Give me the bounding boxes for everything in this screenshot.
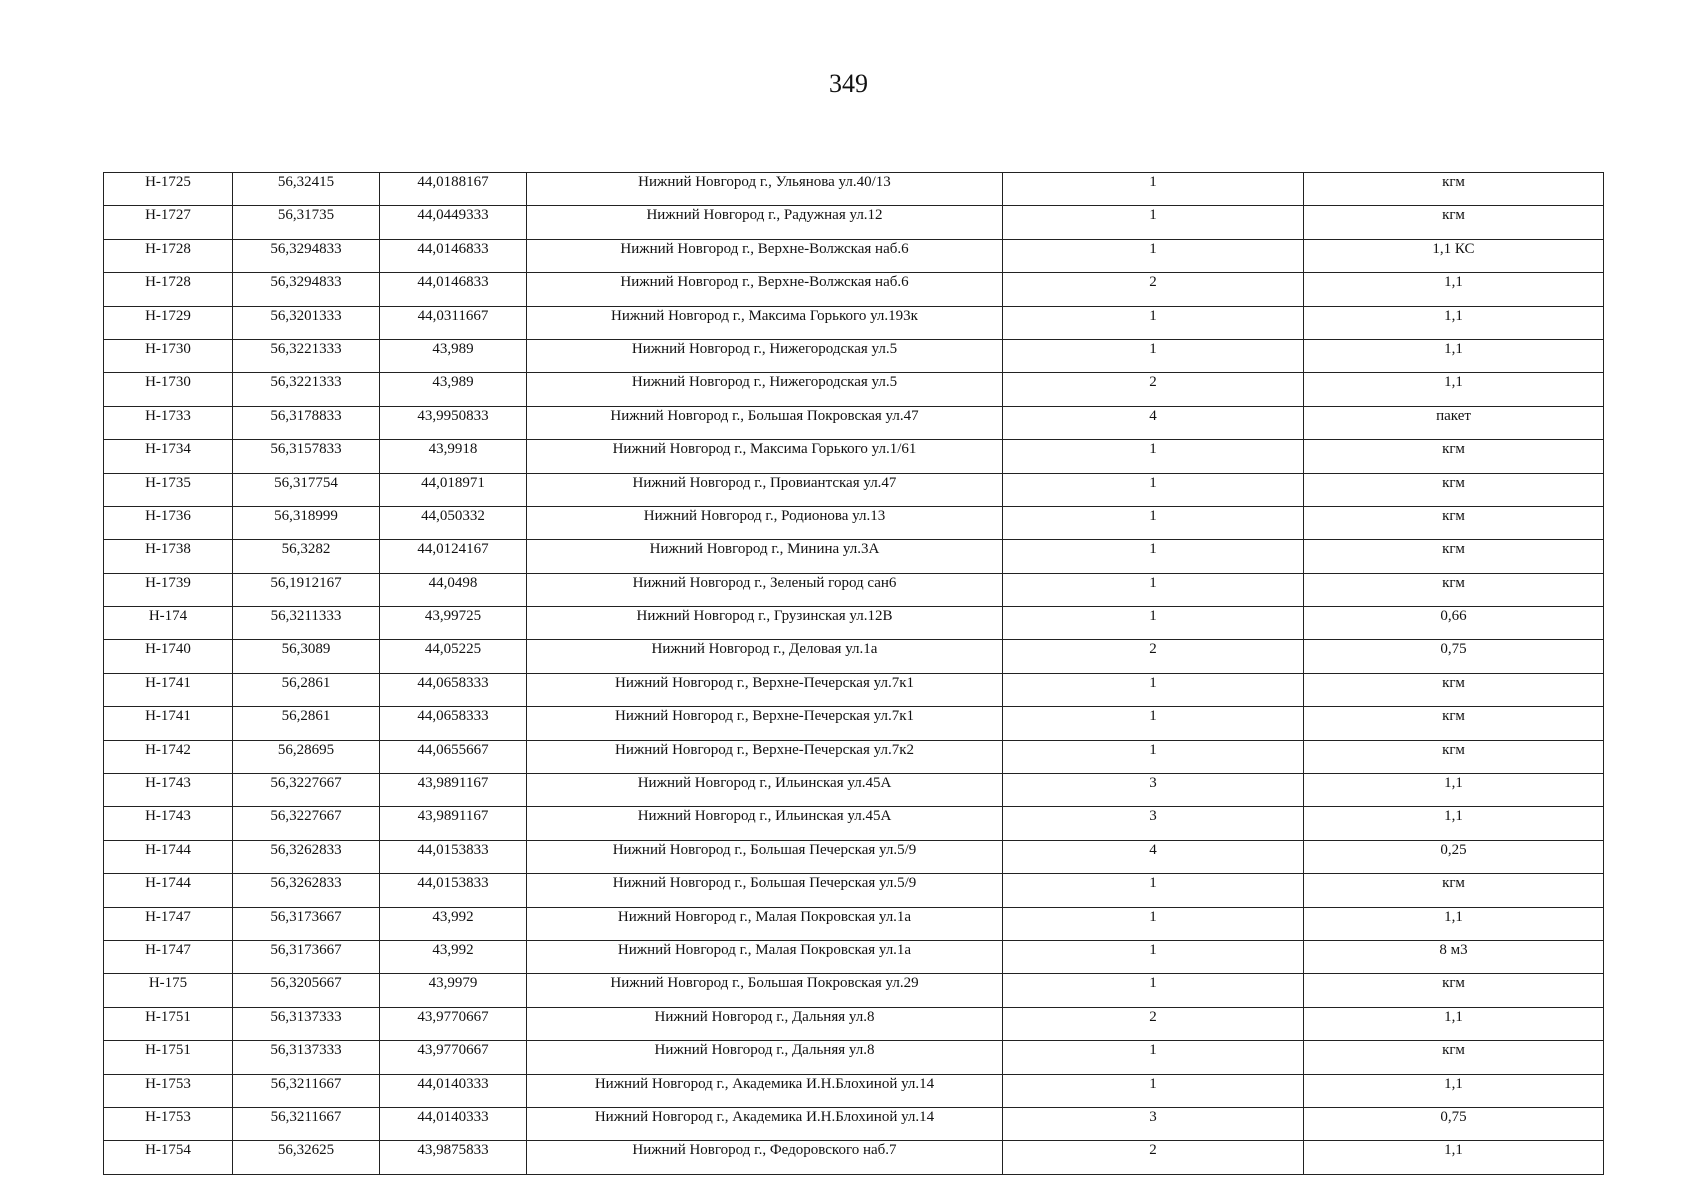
table-row <box>104 273 1604 306</box>
cell-id: Н-1728 <box>104 273 233 306</box>
cell-count: 2 <box>1003 1007 1304 1040</box>
cell-latitude: 56,3089 <box>233 640 380 673</box>
cell-longitude: 43,992 <box>380 907 527 940</box>
cell-container-type: 0,75 <box>1304 640 1604 673</box>
cell-id: Н-1725 <box>104 173 233 206</box>
cell-longitude: 44,0311667 <box>380 306 527 339</box>
cell-address: Нижний Новгород г., Зеленый город сан6 <box>527 573 1003 606</box>
table-row <box>104 540 1604 573</box>
cell-count: 1 <box>1003 1041 1304 1074</box>
cell-container-type: 1,1 <box>1304 774 1604 807</box>
cell-container-type: 1,1 <box>1304 807 1604 840</box>
cell-latitude: 56,3137333 <box>233 1007 380 1040</box>
table-row <box>104 339 1604 372</box>
cell-longitude: 44,0153833 <box>380 874 527 907</box>
cell-address: Нижний Новгород г., Максима Горького ул.193к <box>527 306 1003 339</box>
cell-address: Нижний Новгород г., Большая Покровская ул.29 <box>527 974 1003 1007</box>
cell-latitude: 56,3173667 <box>233 940 380 973</box>
cell-address: Нижний Новгород г., Верхне-Печерская ул.7к2 <box>527 740 1003 773</box>
cell-address: Нижний Новгород г., Деловая ул.1а <box>527 640 1003 673</box>
table-row <box>104 506 1604 539</box>
cell-address: Нижний Новгород г., Малая Покровская ул.1а <box>527 907 1003 940</box>
cell-latitude: 56,317754 <box>233 473 380 506</box>
cell-id: Н-1734 <box>104 440 233 473</box>
table-row <box>104 1007 1604 1040</box>
table-row <box>104 907 1604 940</box>
cell-container-type: кгм <box>1304 173 1604 206</box>
table-row <box>104 373 1604 406</box>
cell-id: Н-1753 <box>104 1107 233 1140</box>
cell-container-type: кгм <box>1304 206 1604 239</box>
cell-latitude: 56,3137333 <box>233 1041 380 1074</box>
cell-count: 4 <box>1003 406 1304 439</box>
table-row <box>104 740 1604 773</box>
cell-container-type: кгм <box>1304 673 1604 706</box>
cell-latitude: 56,3294833 <box>233 239 380 272</box>
table-row <box>104 774 1604 807</box>
cell-count: 1 <box>1003 473 1304 506</box>
cell-latitude: 56,3221333 <box>233 373 380 406</box>
cell-longitude: 43,9918 <box>380 440 527 473</box>
cell-count: 2 <box>1003 640 1304 673</box>
cell-longitude: 44,0140333 <box>380 1074 527 1107</box>
cell-id: Н-1730 <box>104 339 233 372</box>
cell-id: Н-1741 <box>104 673 233 706</box>
cell-id: Н-174 <box>104 607 233 640</box>
cell-count: 3 <box>1003 1107 1304 1140</box>
cell-id: Н-1736 <box>104 506 233 539</box>
cell-count: 1 <box>1003 173 1304 206</box>
cell-latitude: 56,3211667 <box>233 1074 380 1107</box>
cell-address: Нижний Новгород г., Большая Печерская ул.5/9 <box>527 840 1003 873</box>
table-row <box>104 1041 1604 1074</box>
cell-container-type: 1,1 КС <box>1304 239 1604 272</box>
cell-latitude: 56,3282 <box>233 540 380 573</box>
cell-address: Нижний Новгород г., Нижегородская ул.5 <box>527 373 1003 406</box>
table-row <box>104 440 1604 473</box>
cell-container-type: кгм <box>1304 506 1604 539</box>
cell-longitude: 43,9891167 <box>380 807 527 840</box>
cell-count: 1 <box>1003 1074 1304 1107</box>
cell-longitude: 44,018971 <box>380 473 527 506</box>
table-row <box>104 473 1604 506</box>
cell-id: Н-1727 <box>104 206 233 239</box>
cell-container-type: кгм <box>1304 740 1604 773</box>
cell-latitude: 56,28695 <box>233 740 380 773</box>
cell-address: Нижний Новгород г., Дальняя ул.8 <box>527 1041 1003 1074</box>
cell-latitude: 56,318999 <box>233 506 380 539</box>
cell-count: 1 <box>1003 974 1304 1007</box>
cell-latitude: 56,1912167 <box>233 573 380 606</box>
cell-address: Нижний Новгород г., Верхне-Печерская ул.7к1 <box>527 707 1003 740</box>
cell-count: 1 <box>1003 506 1304 539</box>
cell-longitude: 44,0146833 <box>380 273 527 306</box>
cell-id: Н-1753 <box>104 1074 233 1107</box>
data-table <box>103 172 1604 1175</box>
cell-latitude: 56,3262833 <box>233 840 380 873</box>
cell-container-type: 1,1 <box>1304 1007 1604 1040</box>
cell-container-type: 1,1 <box>1304 1141 1604 1174</box>
cell-id: Н-1747 <box>104 940 233 973</box>
cell-count: 1 <box>1003 540 1304 573</box>
table-row <box>104 940 1604 973</box>
cell-id: Н-1730 <box>104 373 233 406</box>
table-body <box>104 173 1604 1175</box>
table-row <box>104 640 1604 673</box>
cell-latitude: 56,31735 <box>233 206 380 239</box>
cell-id: Н-175 <box>104 974 233 1007</box>
cell-container-type: кгм <box>1304 540 1604 573</box>
cell-id: Н-1744 <box>104 874 233 907</box>
cell-container-type: кгм <box>1304 440 1604 473</box>
cell-latitude: 56,3157833 <box>233 440 380 473</box>
cell-latitude: 56,3201333 <box>233 306 380 339</box>
cell-longitude: 44,05225 <box>380 640 527 673</box>
cell-longitude: 43,99725 <box>380 607 527 640</box>
cell-longitude: 43,992 <box>380 940 527 973</box>
cell-container-type: кгм <box>1304 573 1604 606</box>
cell-longitude: 44,0449333 <box>380 206 527 239</box>
cell-latitude: 56,3205667 <box>233 974 380 1007</box>
cell-latitude: 56,3262833 <box>233 874 380 907</box>
cell-id: Н-1754 <box>104 1141 233 1174</box>
table-row <box>104 239 1604 272</box>
cell-longitude: 44,0658333 <box>380 673 527 706</box>
cell-id: Н-1741 <box>104 707 233 740</box>
cell-longitude: 43,989 <box>380 373 527 406</box>
cell-longitude: 44,0658333 <box>380 707 527 740</box>
cell-id: Н-1751 <box>104 1007 233 1040</box>
cell-count: 2 <box>1003 273 1304 306</box>
cell-latitude: 56,32415 <box>233 173 380 206</box>
cell-id: Н-1740 <box>104 640 233 673</box>
cell-count: 3 <box>1003 807 1304 840</box>
cell-container-type: кгм <box>1304 473 1604 506</box>
cell-latitude: 56,3227667 <box>233 807 380 840</box>
cell-longitude: 44,050332 <box>380 506 527 539</box>
cell-count: 3 <box>1003 774 1304 807</box>
cell-container-type: 1,1 <box>1304 339 1604 372</box>
cell-address: Нижний Новгород г., Максима Горького ул.1/61 <box>527 440 1003 473</box>
table-row <box>104 607 1604 640</box>
cell-id: Н-1739 <box>104 573 233 606</box>
cell-address: Нижний Новгород г., Дальняя ул.8 <box>527 1007 1003 1040</box>
page-number: 349 <box>829 69 868 98</box>
cell-id: Н-1728 <box>104 239 233 272</box>
table-row <box>104 807 1604 840</box>
table-row <box>104 874 1604 907</box>
cell-latitude: 56,2861 <box>233 673 380 706</box>
cell-count: 1 <box>1003 573 1304 606</box>
cell-id: Н-1747 <box>104 907 233 940</box>
cell-latitude: 56,3294833 <box>233 273 380 306</box>
table-row <box>104 673 1604 706</box>
cell-address: Нижний Новгород г., Федоровского наб.7 <box>527 1141 1003 1174</box>
cell-longitude: 44,0153833 <box>380 840 527 873</box>
table-row <box>104 573 1604 606</box>
cell-id: Н-1733 <box>104 406 233 439</box>
cell-longitude: 43,9770667 <box>380 1041 527 1074</box>
cell-address: Нижний Новгород г., Нижегородская ул.5 <box>527 339 1003 372</box>
table-row <box>104 406 1604 439</box>
cell-count: 1 <box>1003 607 1304 640</box>
cell-longitude: 44,0146833 <box>380 239 527 272</box>
cell-address: Нижний Новгород г., Грузинская ул.12В <box>527 607 1003 640</box>
cell-container-type: кгм <box>1304 874 1604 907</box>
cell-count: 1 <box>1003 740 1304 773</box>
cell-container-type: 0,66 <box>1304 607 1604 640</box>
cell-id: Н-1735 <box>104 473 233 506</box>
cell-address: Нижний Новгород г., Малая Покровская ул.1а <box>527 940 1003 973</box>
cell-latitude: 56,3173667 <box>233 907 380 940</box>
cell-longitude: 44,0498 <box>380 573 527 606</box>
cell-longitude: 43,9979 <box>380 974 527 1007</box>
cell-count: 1 <box>1003 440 1304 473</box>
cell-longitude: 44,0124167 <box>380 540 527 573</box>
cell-address: Нижний Новгород г., Минина ул.3А <box>527 540 1003 573</box>
cell-count: 1 <box>1003 239 1304 272</box>
table-row <box>104 206 1604 239</box>
table-row <box>104 840 1604 873</box>
cell-count: 1 <box>1003 707 1304 740</box>
cell-address: Нижний Новгород г., Ульянова ул.40/13 <box>527 173 1003 206</box>
cell-latitude: 56,3227667 <box>233 774 380 807</box>
cell-id: Н-1738 <box>104 540 233 573</box>
cell-count: 2 <box>1003 1141 1304 1174</box>
cell-count: 1 <box>1003 206 1304 239</box>
cell-container-type: кгм <box>1304 974 1604 1007</box>
cell-container-type: 1,1 <box>1304 1074 1604 1107</box>
cell-id: Н-1729 <box>104 306 233 339</box>
cell-address: Нижний Новгород г., Провиантская ул.47 <box>527 473 1003 506</box>
cell-count: 4 <box>1003 840 1304 873</box>
cell-container-type: 1,1 <box>1304 907 1604 940</box>
cell-address: Нижний Новгород г., Радужная ул.12 <box>527 206 1003 239</box>
cell-latitude: 56,3211667 <box>233 1107 380 1140</box>
cell-count: 1 <box>1003 907 1304 940</box>
cell-address: Нижний Новгород г., Ильинская ул.45А <box>527 807 1003 840</box>
cell-address: Нижний Новгород г., Академика И.Н.Блохиной ул.14 <box>527 1107 1003 1140</box>
cell-longitude: 43,9891167 <box>380 774 527 807</box>
cell-container-type: кгм <box>1304 1041 1604 1074</box>
cell-id: Н-1743 <box>104 807 233 840</box>
cell-longitude: 44,0188167 <box>380 173 527 206</box>
cell-address: Нижний Новгород г., Верхне-Волжская наб.6 <box>527 273 1003 306</box>
table-row <box>104 173 1604 206</box>
cell-count: 1 <box>1003 306 1304 339</box>
cell-longitude: 43,989 <box>380 339 527 372</box>
cell-address: Нижний Новгород г., Родионова ул.13 <box>527 506 1003 539</box>
cell-address: Нижний Новгород г., Верхне-Печерская ул.7к1 <box>527 673 1003 706</box>
cell-id: Н-1743 <box>104 774 233 807</box>
table-row <box>104 1107 1604 1140</box>
cell-address: Нижний Новгород г., Большая Покровская ул.47 <box>527 406 1003 439</box>
cell-latitude: 56,32625 <box>233 1141 380 1174</box>
cell-id: Н-1742 <box>104 740 233 773</box>
cell-container-type: 8 м3 <box>1304 940 1604 973</box>
cell-id: Н-1744 <box>104 840 233 873</box>
cell-count: 1 <box>1003 940 1304 973</box>
cell-address: Нижний Новгород г., Академика И.Н.Блохиной ул.14 <box>527 1074 1003 1107</box>
cell-container-type: 1,1 <box>1304 306 1604 339</box>
cell-latitude: 56,3211333 <box>233 607 380 640</box>
cell-address: Нижний Новгород г., Большая Печерская ул.5/9 <box>527 874 1003 907</box>
cell-count: 1 <box>1003 339 1304 372</box>
table-row <box>104 974 1604 1007</box>
cell-count: 2 <box>1003 373 1304 406</box>
cell-container-type: 1,1 <box>1304 273 1604 306</box>
cell-count: 1 <box>1003 874 1304 907</box>
cell-longitude: 43,9950833 <box>380 406 527 439</box>
cell-container-type: пакет <box>1304 406 1604 439</box>
cell-id: Н-1751 <box>104 1041 233 1074</box>
cell-latitude: 56,2861 <box>233 707 380 740</box>
table-row <box>104 707 1604 740</box>
table-row <box>104 1141 1604 1174</box>
cell-latitude: 56,3221333 <box>233 339 380 372</box>
cell-container-type: 0,25 <box>1304 840 1604 873</box>
cell-longitude: 43,9770667 <box>380 1007 527 1040</box>
cell-address: Нижний Новгород г., Ильинская ул.45А <box>527 774 1003 807</box>
cell-address: Нижний Новгород г., Верхне-Волжская наб.6 <box>527 239 1003 272</box>
cell-longitude: 44,0140333 <box>380 1107 527 1140</box>
table-row <box>104 306 1604 339</box>
cell-latitude: 56,3178833 <box>233 406 380 439</box>
cell-container-type: кгм <box>1304 707 1604 740</box>
cell-longitude: 43,9875833 <box>380 1141 527 1174</box>
cell-longitude: 44,0655667 <box>380 740 527 773</box>
cell-container-type: 1,1 <box>1304 373 1604 406</box>
cell-container-type: 0,75 <box>1304 1107 1604 1140</box>
cell-count: 1 <box>1003 673 1304 706</box>
table-row <box>104 1074 1604 1107</box>
